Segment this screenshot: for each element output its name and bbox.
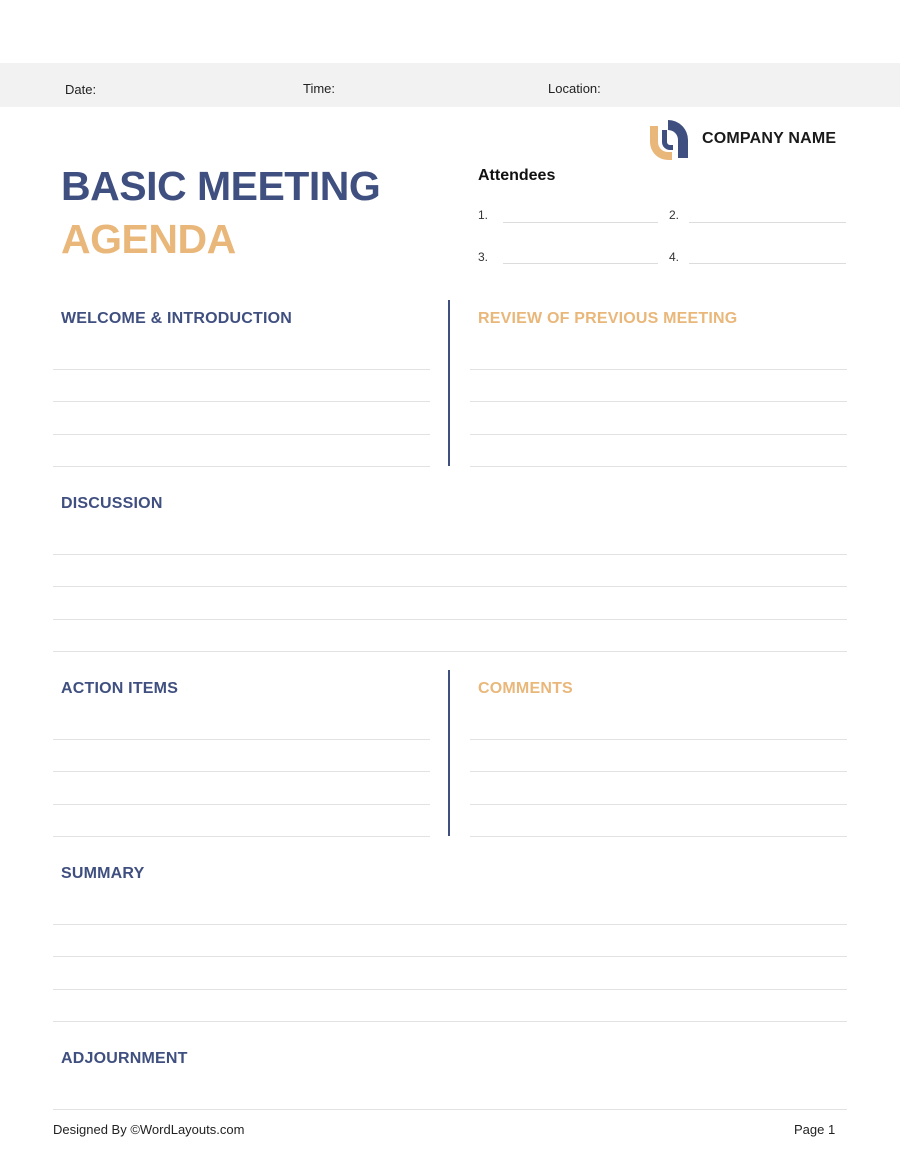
action-line-3[interactable] [53, 804, 430, 805]
section-summary-heading: SUMMARY [61, 865, 145, 882]
page-number: Page 1 [794, 1122, 836, 1137]
review-line-3[interactable] [470, 434, 847, 435]
attendee-line-4[interactable] [689, 263, 846, 264]
section-divider [448, 670, 450, 836]
location-label: Location: [548, 81, 601, 96]
discussion-line-2[interactable] [53, 586, 847, 587]
comments-line-3[interactable] [470, 804, 847, 805]
welcome-line-2[interactable] [53, 401, 430, 402]
section-discussion-heading: DISCUSSION [61, 495, 163, 512]
section-welcome-heading: WELCOME & INTRODUCTION [61, 310, 293, 327]
welcome-line-3[interactable] [53, 434, 430, 435]
attendees-heading: Attendees [478, 167, 556, 184]
attendee-line-1[interactable] [503, 222, 658, 223]
review-line-1[interactable] [470, 369, 847, 370]
review-line-4[interactable] [470, 466, 847, 467]
welcome-line-1[interactable] [53, 369, 430, 370]
section-divider [448, 300, 450, 466]
summary-line-3[interactable] [53, 989, 847, 990]
section-review-heading: REVIEW OF PREVIOUS MEETING [478, 310, 738, 327]
discussion-line-1[interactable] [53, 554, 847, 555]
comments-line-2[interactable] [470, 771, 847, 772]
action-line-4[interactable] [53, 836, 430, 837]
section-adjournment-heading: ADJOURNMENT [61, 1050, 188, 1067]
info-bar [0, 63, 900, 107]
summary-line-4[interactable] [53, 1021, 847, 1022]
summary-line-2[interactable] [53, 956, 847, 957]
review-line-2[interactable] [470, 401, 847, 402]
attendee-number-3: 3. [478, 250, 489, 264]
section-comments-heading: COMMENTS [478, 680, 573, 697]
discussion-line-4[interactable] [53, 651, 847, 652]
section-action-items-heading: ACTION ITEMS [61, 680, 179, 697]
date-label: Date: [65, 82, 97, 97]
summary-line-1[interactable] [53, 924, 847, 925]
attendee-number-2: 2. [669, 208, 680, 222]
footer-credit: Designed By ©WordLayouts.com [53, 1122, 245, 1137]
discussion-line-3[interactable] [53, 619, 847, 620]
attendee-number-1: 1. [478, 208, 489, 222]
welcome-line-4[interactable] [53, 466, 430, 467]
action-line-1[interactable] [53, 739, 430, 740]
attendee-number-4: 4. [669, 250, 680, 264]
comments-line-1[interactable] [470, 739, 847, 740]
attendee-line-3[interactable] [503, 263, 658, 264]
title-line-1: BASIC MEETING [61, 163, 381, 209]
title-line-2: AGENDA [61, 216, 236, 262]
company-logo-icon [644, 116, 694, 164]
footer-divider [53, 1109, 847, 1110]
time-label: Time: [303, 81, 336, 96]
company-name: COMPANY NAME [702, 130, 837, 147]
comments-line-4[interactable] [470, 836, 847, 837]
action-line-2[interactable] [53, 771, 430, 772]
attendee-line-2[interactable] [689, 222, 846, 223]
